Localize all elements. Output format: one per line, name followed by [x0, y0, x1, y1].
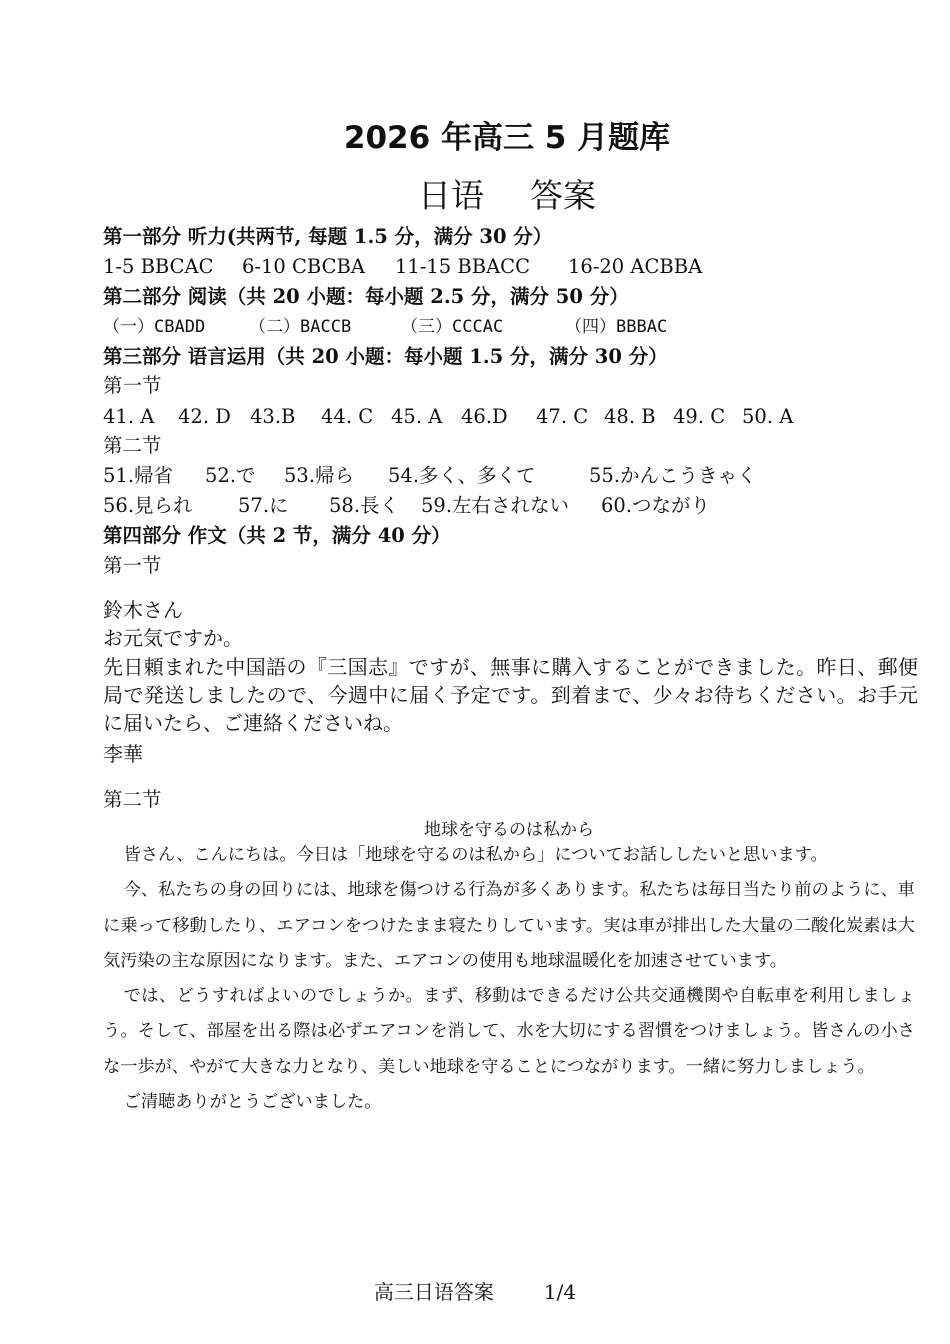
part3-heading: 第三部分 语言运用（共 20 小题：每小题 1.5 分，满分 30 分） — [103, 345, 668, 368]
letter-sender: 李華 — [103, 742, 143, 766]
answer-item: 56.見られ — [103, 494, 193, 517]
page-number: 1/4 — [543, 1280, 577, 1304]
page-footer — [0, 1276, 950, 1305]
answer-item: 46.D — [461, 405, 508, 428]
answer-group: （四）BBBAC — [565, 317, 668, 337]
part3-section2-row2 — [103, 493, 710, 519]
section-label: 第二节 — [103, 788, 162, 811]
answer-item: 48. B — [604, 405, 656, 428]
part2-answers — [103, 314, 667, 340]
answer-item: 41. A — [103, 405, 155, 428]
section-label: 第二节 — [103, 434, 162, 457]
answer-item: 59.左右されない — [421, 494, 570, 517]
answer-item: 42. D — [178, 405, 231, 428]
part3-section1-answers — [103, 404, 793, 430]
answer-item: 53.帰ら — [284, 464, 355, 487]
answer-group: 16-20 ACBBA — [568, 255, 703, 278]
answer-group: 6-10 CBCBA — [242, 255, 365, 278]
answer-label: 答案 — [530, 176, 596, 215]
essay-body — [103, 838, 915, 1120]
answer-group: （二）BACCB — [249, 317, 352, 337]
part2-heading: 第二部分 阅读（共 20 小题：每小题 2.5 分，满分 50 分） — [103, 285, 629, 308]
answer-item: 50. A — [742, 405, 794, 428]
answer-item: 54.多く、多くて — [388, 464, 536, 487]
page-title: 2026 年高三 5 月题库 — [343, 120, 671, 156]
answer-item: 47. C — [536, 405, 589, 428]
section-label: 第一节 — [103, 554, 162, 577]
footer-label: 高三日语答案 — [373, 1280, 494, 1304]
answer-item: 51.帰省 — [103, 464, 174, 487]
page-subtitle — [0, 170, 950, 217]
answer-item: 58.長く — [329, 494, 400, 517]
answer-group: （三）CCCAC — [401, 317, 504, 337]
answer-item: 57.に — [238, 494, 289, 517]
section-label: 第一节 — [103, 374, 162, 397]
answer-item: 49. C — [673, 405, 726, 428]
letter-recipient: 鈴木さん — [103, 598, 183, 622]
answer-item: 60.つながり — [601, 494, 711, 517]
answer-item: 52.で — [205, 464, 256, 487]
answer-group: 11-15 BBACC — [395, 255, 530, 278]
letter-greeting: お元気ですか。 — [103, 626, 243, 650]
part1-heading: 第一部分 听力(共两节, 每题 1.5 分，满分 30 分） — [103, 225, 553, 248]
subject-label: 日语 — [418, 176, 484, 215]
answer-group: 1-5 BBCAC — [103, 255, 214, 278]
answer-item: 45. A — [391, 405, 443, 428]
answer-item: 44. C — [321, 405, 374, 428]
part3-section2-row1 — [103, 463, 757, 489]
essay-paragraph: ご清聴ありがとうございました。 — [123, 1092, 382, 1113]
essay-paragraph: 皆さん、こんにちは。今日は「地球を守るのは私から」についてお話ししたいと思います。 — [123, 845, 828, 865]
essay-paragraph: 今、私たちの身の回りには、地球を傷つける行為が多くあります。私たちは毎日当たり前のように、車に乗って移動したり、エアコンをつけたまま寝たりしています。実は車が排出した大量の二酸化炭素は大気汚染の主な原因になります。また、エアコンの使用も地球温暖化を加速させています。 — [103, 880, 915, 971]
answer-item: 43.B — [250, 405, 296, 428]
part4-heading: 第四部分 作文（共 2 节，满分 40 分） — [103, 524, 451, 547]
essay-title: 地球を守るのは私から — [424, 820, 594, 840]
essay-paragraph: では、どうすればよいのでしょうか。まず、移動はできるだけ公共交通機関や自転車を利用しましょう。そして、部屋を出る際は必ずエアコンを消して、水を大切にする習慣をつけましょう。皆さんの小さな一歩が、やがて大きな力となり、美しい地球を守ることにつながります。一緒に努力しましょう。 — [103, 986, 915, 1077]
part1-answers — [103, 254, 702, 280]
letter-body: 先日頼まれた中国語の『三国志』ですが、無事に購入することができました。昨日、郵便局で発送しましたので、今週中に届く予定です。到着まで、少々お待ちください。お手元に届いたら、ご連絡くださいね。 — [103, 655, 918, 735]
answer-item: 55.かんこうきゃく — [589, 464, 757, 487]
answer-group: （一）CBADD — [103, 317, 206, 337]
